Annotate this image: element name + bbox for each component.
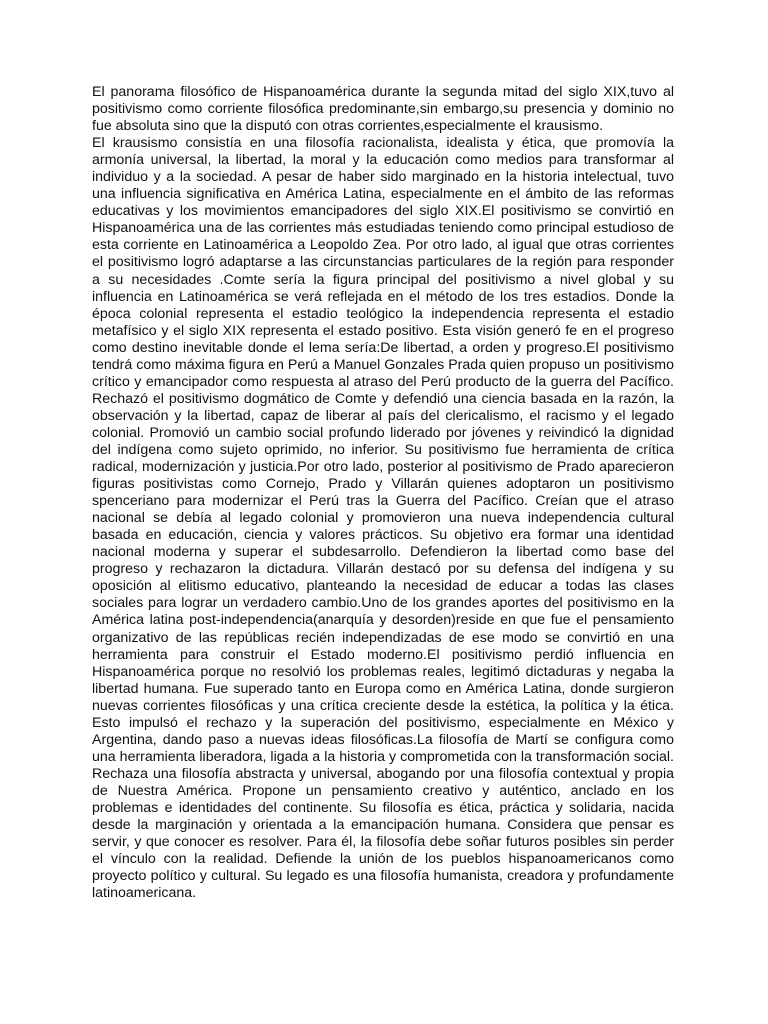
paragraph-body: El krausismo consistía en una filosofía racionalista, idealista y ética, que promovía la armonía universal, la libertad, la moral y la educación como medios para transformar al individuo y a la sociedad. A pesar de haber sido marginado en la historia intelectual, tuvo una influencia significativa en América Latina, especialmente en el ámbito de las reformas educativas y los movimientos emancipadores del siglo XIX.El positivismo se convirtió en Hispanoamérica una de las corrientes más estudiadas teniendo como principal estudioso de esta corriente en Latinoamérica a Leopoldo Zea. Por otro lado, al igual que otras corrientes el positivismo logró adaptarse a las circunstancias particulares de la región para responder a su necesidades .Comte sería la figura principal del positivismo a nivel global y su influencia en Latinoamérica se verá reflejada en el método de los tres estadios. Donde la época colonial representa el estadio teológico la independencia representa el estadio metafísico y el siglo XIX representa el estado positivo. Esta visión generó fe en el progreso como destino inevitable donde el lema sería:De libertad, a orden y progreso.El positivismo tendrá como máxima figura en Perú a Manuel Gonzales Prada quien propuso un positivismo crítico y emancipador como respuesta al atraso del Perú producto de la guerra del Pacífico. Rechazó el positivismo dogmático de Comte y defendió una ciencia basada en la razón, la observación y la libertad, capaz de liberar al país del clericalismo, el racismo y el legado colonial. Promovió un cambio social profundo liderado por jóvenes y reivindicó la dignidad del indígena como sujeto oprimido, no inferior. Su positivismo fue herramienta de crítica radical, modernización y justicia.Por otro lado, posterior al positivismo de Prado aparecieron figuras positivistas como Cornejo, Prado y Villarán quienes adoptaron un positivismo spenceriano para modernizar el Perú tras la Guerra del Pacífico. Creían que el atraso nacional se debía al legado colonial y promovieron una nueva independencia cultural basada en educación, ciencia y valores prácticos. Su objetivo era formar una identidad nacional moderna y superar el subdesarrollo. Defendieron la libertad como base del progreso y rechazaron la dictadura. Villarán destacó por su defensa del indígena y su oposición al elitismo educativo, planteando la necesidad de educar a todas las clases sociales para lograr un verdadero cambio.Uno de los grandes aportes del positivismo en la América latina post-independencia(anarquía y desorden)reside en que fue el pensamiento organizativo de las repúblicas recién independizadas de ese modo se convirtió en una herramienta para construir el Estado moderno.El positivismo perdió influencia en Hispanoamérica porque no resolvió los problemas reales, legitimó dictaduras y negaba la libertad humana. Fue superado tanto en Europa como en América Latina, donde surgieron nuevas corrientes filosóficas y una crítica creciente desde la estética, la política y la ética. Esto impulsó el rechazo y la superación del positivismo, especialmente en México y Argentina, dando paso a nuevas ideas filosóficas.La filosofía de Martí se configura como una herramienta liberadora, ligada a la historia y comprometida con la transformación social. Rechaza una filosofía abstracta y universal, abogando por una filosofía contextual y propia de Nuestra América. Propone un pensamiento creativo y auténtico, anclado en los problemas e identidades del continente. Su filosofía es ética, práctica y solidaria, nacida desde la marginación y orientada a la emancipación humana. Considera que pensar es servir, y que conocer es resolver. Para él, la filosofía debe soñar futuros posibles sin perder el vínculo con la realidad. Defiende la unión de los pueblos hispanoamericanos como proyecto político y cultural. Su legado es una filosofía humanista, creadora y profundamente latinoamericana. [92,135,674,902]
paragraph-intro: El panorama filosófico de Hispanoamérica durante la segunda mitad del siglo XIX,tuvo al positivismo como corriente filosófica predominante,sin embargo,su presencia y dominio no fue absoluta sino que la disputó con otras corrientes,especialmente el krausismo. [92,84,674,135]
document-page [92,84,674,902]
